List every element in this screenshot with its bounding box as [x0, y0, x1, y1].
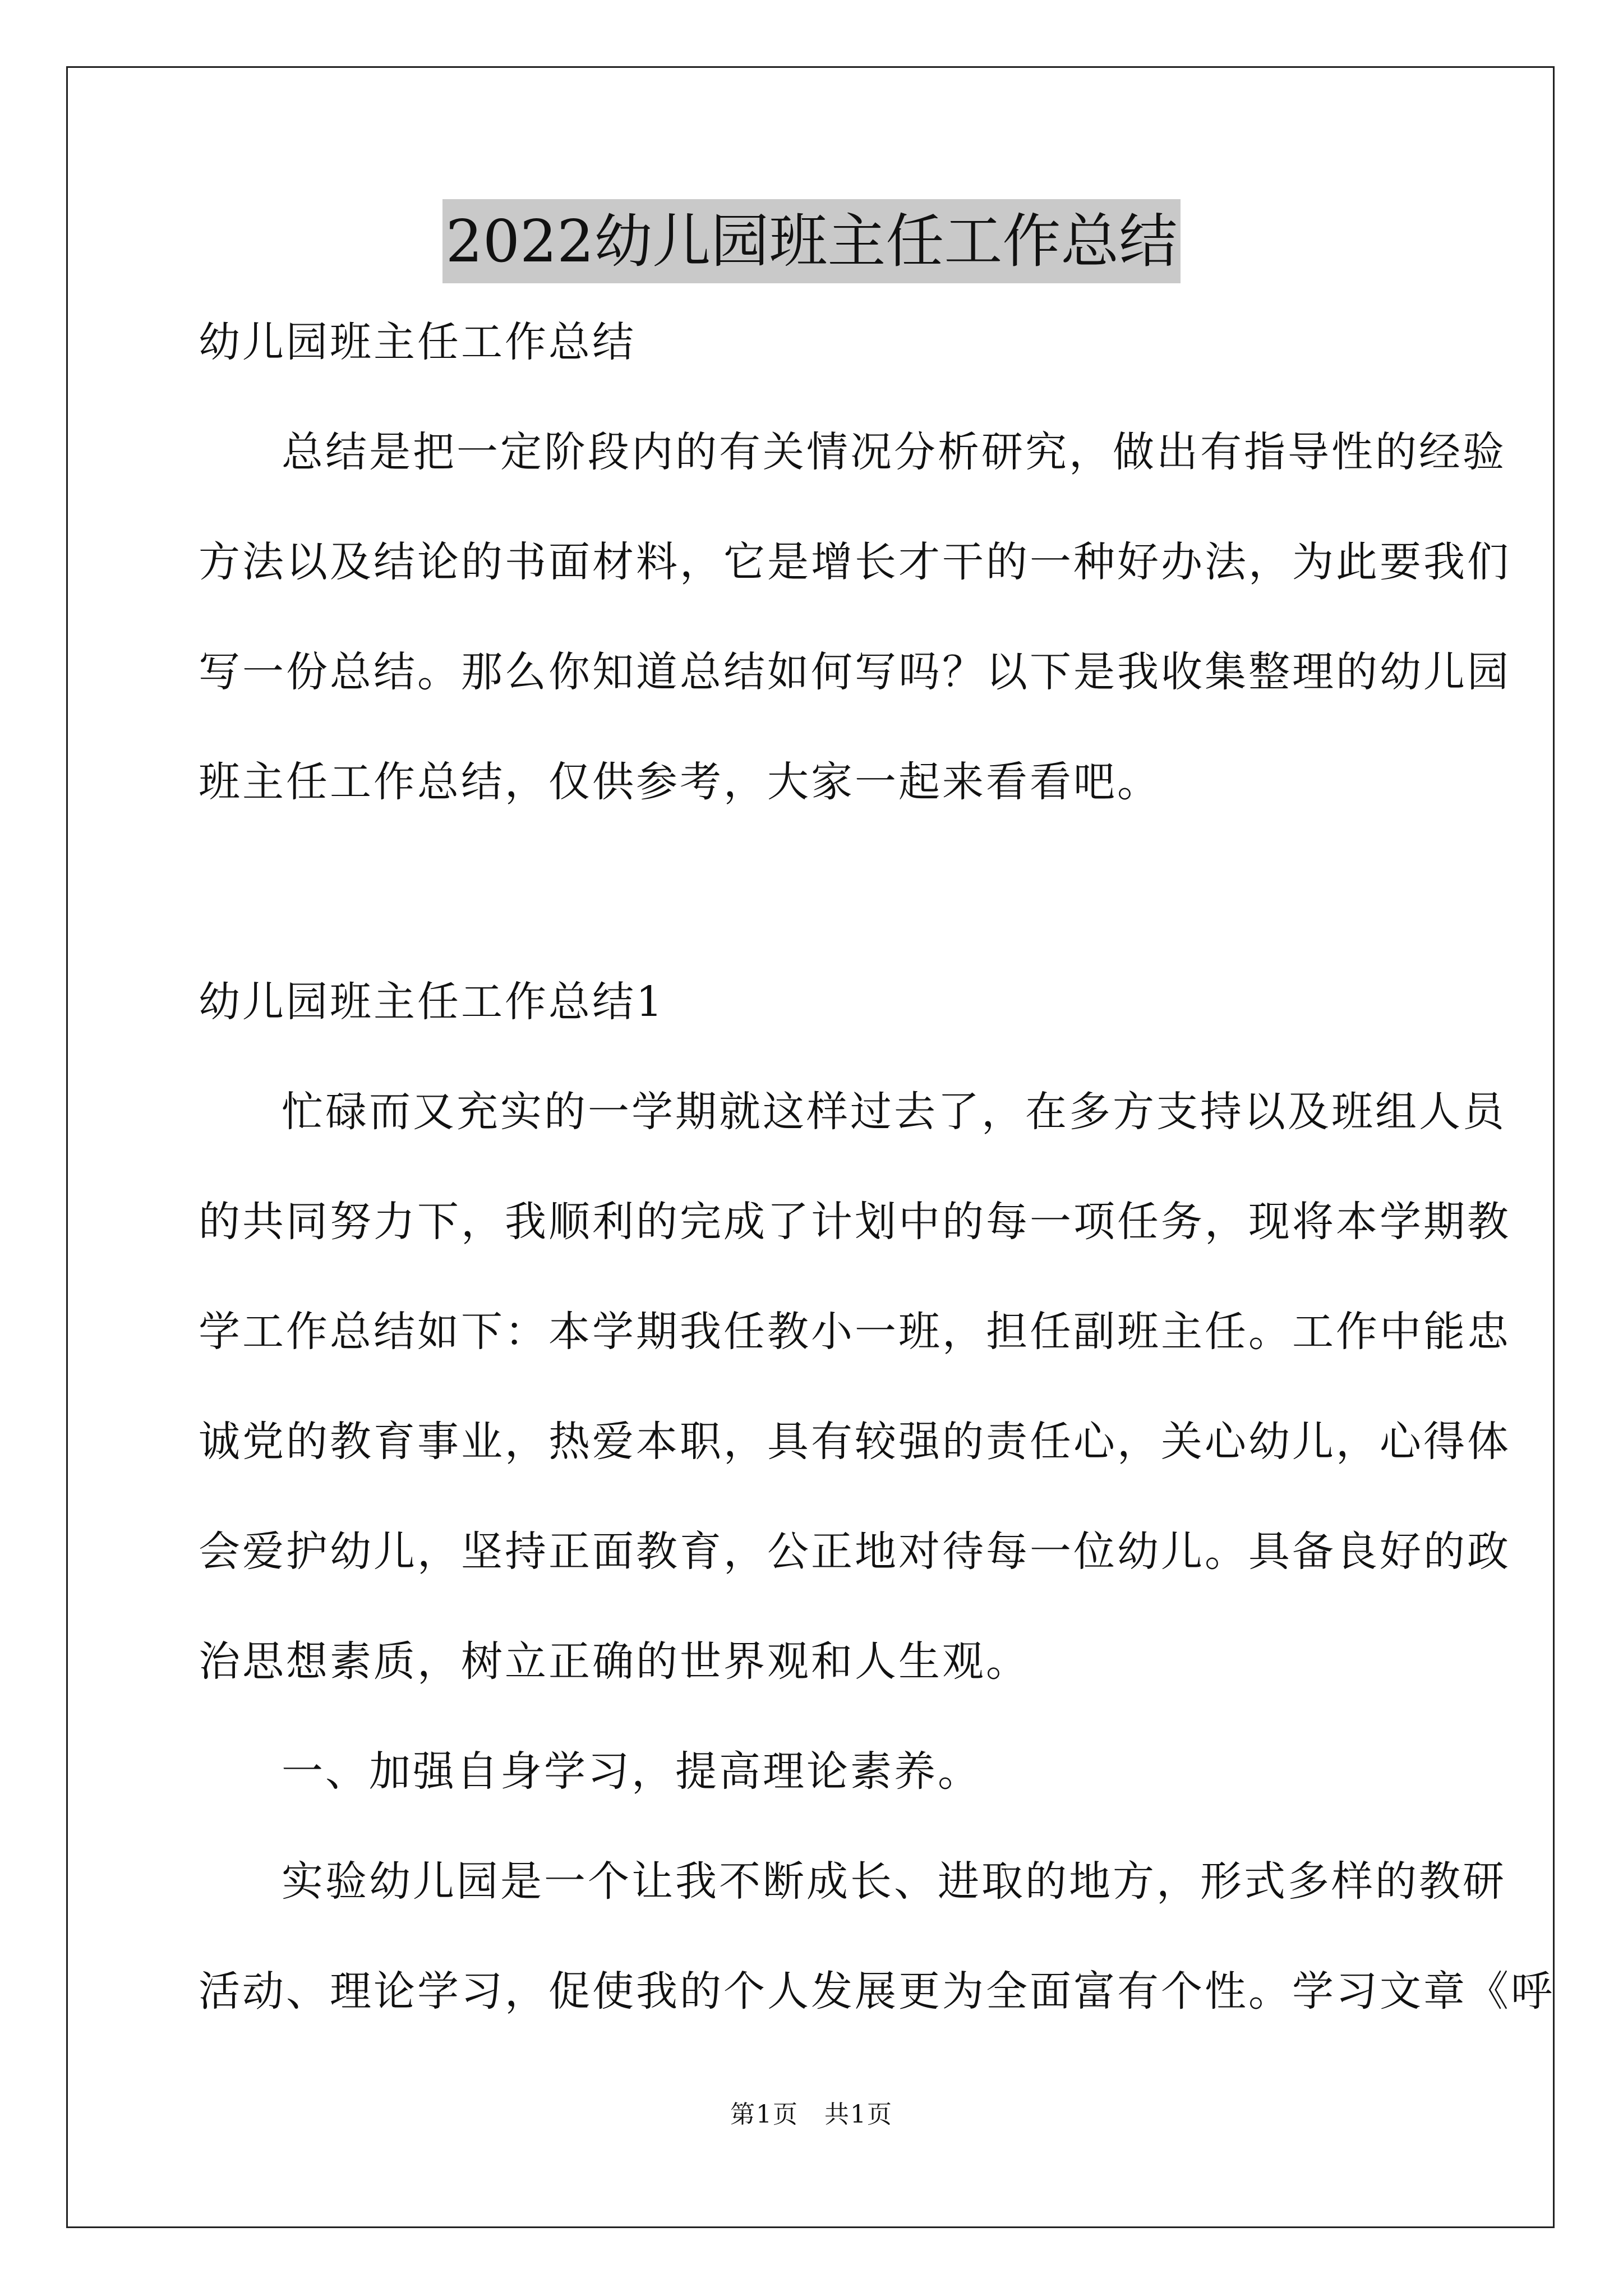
document-title: 2022幼儿园班主任工作总结 [442, 199, 1181, 283]
paragraph-line: 的共同努力下，我顺利的完成了计划中的每一项任务，现将本学期教 [199, 1198, 1511, 1246]
document-body [199, 314, 1555, 2019]
intro-line: 班主任工作总结，仅供参考，大家一起来看看吧。 [199, 758, 1161, 806]
page-footer: 第1页 共1页 [730, 2100, 893, 2129]
paragraph-line: 学工作总结如下：本学期我任教小一班，担任副班主任。工作中能忠 [199, 1308, 1511, 1356]
intro-line: 方法以及结论的书面材料，它是增长才干的一种好办法，为此要我们 [199, 538, 1511, 586]
paragraph-line: 忙碌而又充实的一学期就这样过去了，在多方支持以及班组人员 [282, 1088, 1506, 1136]
intro-line: 写一份总结。那么你知道总结如何写吗？以下是我收集整理的幼儿园 [199, 648, 1511, 696]
paragraph-line: 活动、理论学习，促使我的个人发展更为全面富有个性。学习文章《呼 [199, 1967, 1555, 2016]
paragraph-line: 治思想素质，树立正确的世界观和人生观。 [199, 1637, 1030, 1686]
paragraph-line: 实验幼儿园是一个让我不断成长、进取的地方，形式多样的教研 [282, 1857, 1506, 1906]
title-wrap [0, 199, 1623, 283]
intro-line: 总结是把一定阶段内的有关情况分析研究，做出有指导性的经验 [282, 428, 1506, 476]
subtitle: 幼儿园班主任工作总结 [199, 318, 636, 366]
paragraph-line: 会爱护幼儿，坚持正面教育，公正地对待每一位幼儿。具备良好的政 [199, 1527, 1511, 1576]
point-heading: 一、加强自身学习，提高理论素养。 [282, 1747, 981, 1796]
paragraph-line: 诚党的教育事业，热爱本职，具有较强的责任心，关心幼儿，心得体 [199, 1418, 1511, 1466]
section-heading: 幼儿园班主任工作总结1 [199, 978, 665, 1026]
